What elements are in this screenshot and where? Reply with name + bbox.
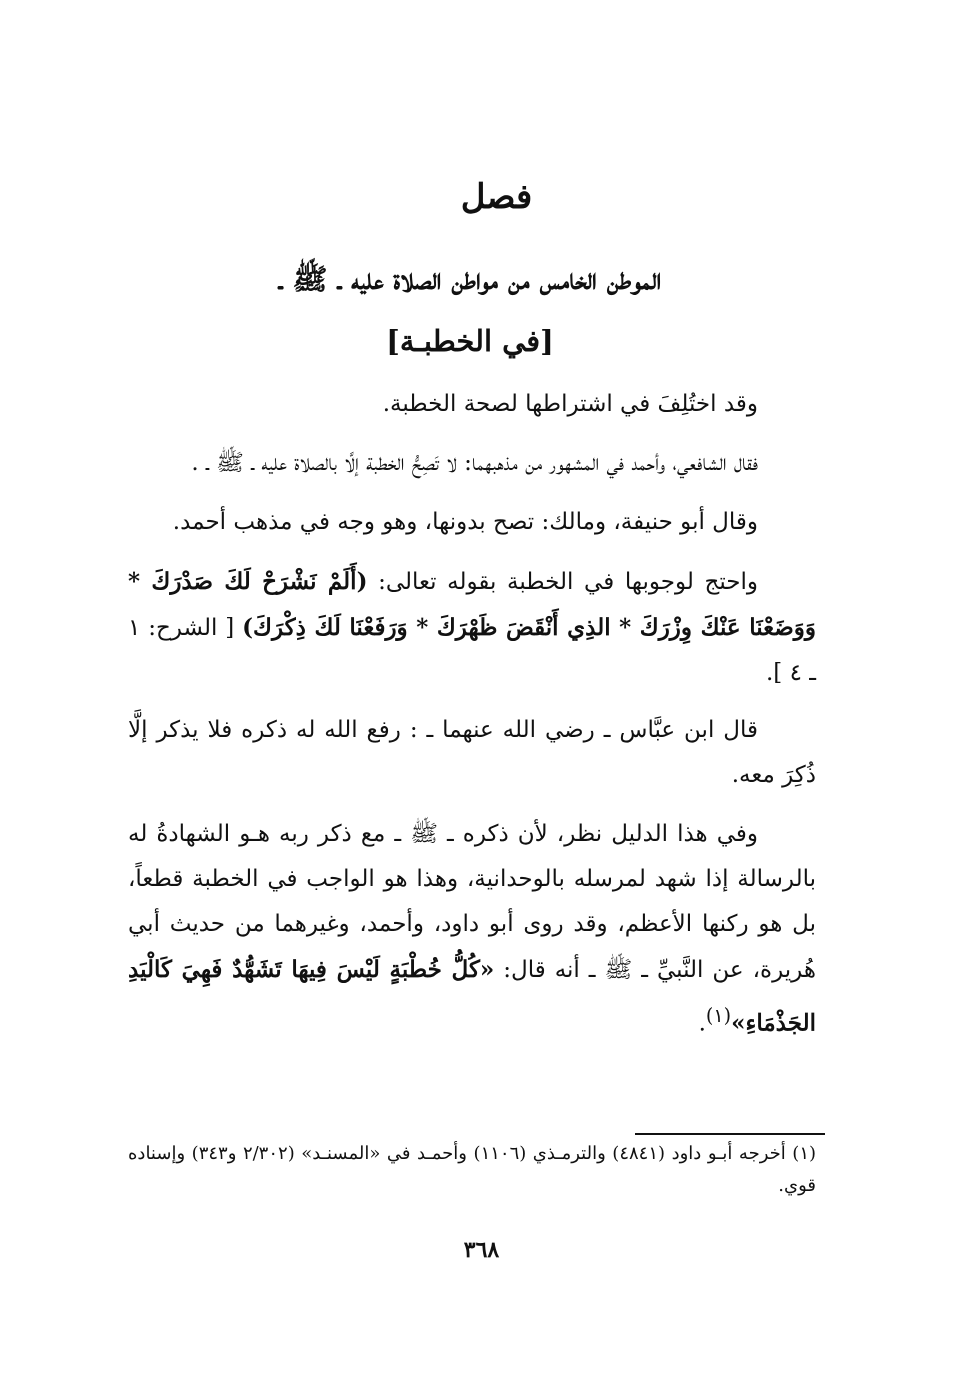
footnotes: [128, 1138, 816, 1202]
paragraph: قال ابن عبَّاس ـ رضي الله عنهما ـ : رفع الله له ذكره فلا يذكر إلَّا ذُكِرَ معه.: [128, 717, 816, 788]
chapter-title: فصل: [460, 177, 533, 217]
paragraph: وقد اختُلِفَ في اشتراطها لصحة الخطبة.: [382, 391, 758, 417]
section-subheading: [في الخطبـة]: [386, 324, 554, 358]
paragraph: وقال أبو حنيفة، ومالك: تصح بدونها، وهو وجه في مذهب أحمد.: [172, 509, 758, 535]
page-number: ٣٦٨: [463, 1237, 500, 1263]
final-paragraph: [128, 812, 816, 1047]
footnote-marker: (١): [705, 1004, 732, 1027]
footnote: (١) أخرجه أبـو داود (٤٨٤١) والترمـذي (١١٠٦) وأحمـد في «المسنـد» (٢/٣٠٢ و٣٤٣) وإسناده قوي.: [128, 1143, 817, 1196]
final-paragraph-text: وفي هذا الدليل نظر، لأن ذكره ـ ﷺ ـ مع ذكر ربه هـو الشهادةُ له بالرسالة إذا شهد لمرسله بالوحدانية، وهذا هو الواجب في الخطبة قطعاً، بل هو ركنها الأعظم، وقد روى أبو داود، وأحمد، وغيرهما من حديث أبي هُريرة، عن النَّبيِّ ـ ﷺ ـ أنه قال:: [128, 821, 816, 983]
hadith-quote: «كُلُّ خُطْبَةٍ لَيْسَ فِيهَا تَشَهُّدٌ فَهِيَ كَالْيَدِ الجَذْمَاءِ»: [128, 956, 816, 1037]
paragraph: فقال الشافعي، وأحمد في المشهور من مذهبهما: لا تَصِحُّ الخطبة إلَّا بالصلاة عليه ـ ﷺ ـ .: [191, 450, 758, 476]
quran-reference: [ الشرح: ١ ـ ٤ ].: [128, 615, 816, 686]
quran-verse: (أَلَمْ نَشْرَحْ لَكَ صَدْرَكَ * وَوَضَعْنَا عَنْكَ وِزْرَكَ * الذِي أَنْقَضَ ظَهْرَكَ * وَرَفَعْنَا لَكَ ذِكْرَكَ): [128, 568, 816, 641]
section-heading: الموطن الخامس من مواطن الصلاة عليه ـ ﷺ ـ: [278, 262, 662, 296]
quran-paragraph: [128, 559, 816, 696]
quran-intro: واحتج لوجوبها في الخطبة بقوله تعالى:: [367, 569, 758, 595]
footnote-divider: [635, 1133, 825, 1135]
final-paragraph-end: .: [698, 1010, 706, 1037]
body-text: [128, 382, 816, 1061]
